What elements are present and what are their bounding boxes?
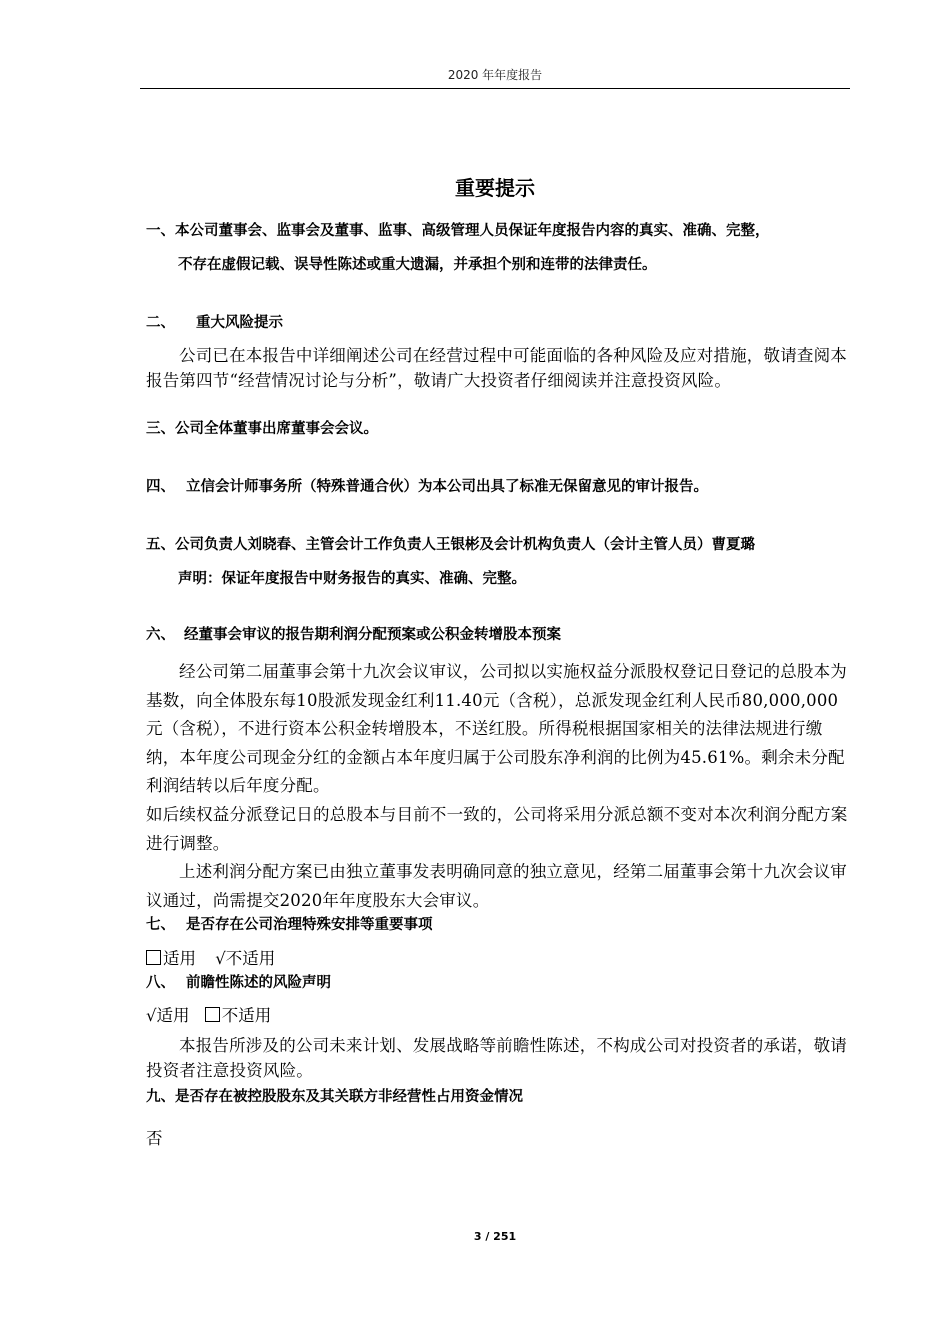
section-9-text: 九、是否存在被控股股东及其关联方非经营性占用资金情况: [146, 1089, 523, 1105]
unchecked-box-icon: [205, 1007, 220, 1022]
header-rule: [140, 88, 850, 89]
section-1-line-2: 不存在虚假记载、误导性陈述或重大遗漏，并承担个别和连带的法律责任。: [178, 257, 657, 273]
section-2-title: 重大风险提示: [196, 315, 283, 331]
page-number: 3 / 251: [473, 1230, 517, 1243]
section-6-number: 六、: [146, 627, 175, 643]
section-8-option-applicable: 适用: [156, 1006, 190, 1025]
section-5-line-1: 五、公司负责人刘晓春、主管会计工作负责人王银彬及会计机构负责人（会计主管人员）曹夏璐: [146, 537, 755, 553]
check-mark-icon: √: [215, 949, 226, 968]
section-7-heading: [146, 908, 850, 942]
page-title: 重要提示: [455, 176, 535, 200]
section-6-heading: [146, 618, 850, 652]
section-6-paragraph-2: 如后续权益分派登记日的总股本与目前不一致的，公司将采用分派总额不变对本次利润分配方案进行调整。: [146, 805, 848, 853]
section-8-number: 八、: [146, 975, 175, 991]
section-2-number: 二、: [146, 315, 175, 331]
page-header: 2020 年年度报告: [447, 68, 543, 82]
check-mark-icon: √: [146, 1006, 157, 1025]
unchecked-box-icon: [146, 950, 161, 965]
section-7-number: 七、: [146, 917, 175, 933]
section-4-number: 四、: [146, 479, 175, 495]
section-6-paragraph-1: 经公司第二届董事会第十九次会议审议，公司拟以实施权益分派股权登记日登记的总股本为基数，向全体股东每10股派发现金红利11.40元（含税），总派发现金红利人民币80,000,000元（含税），不进行资本公积金转增股本，不送红股。所得税根据国家相关的法律法规进行缴纳，本年度公司现金分红的金额占本年度归属于公司股东净利润的比例为45.61%。剩余未分配利润结转以后年度分配。: [146, 662, 847, 795]
section-7-option-not-applicable: 不适用: [225, 949, 276, 968]
section-8-option-not-applicable: 不适用: [221, 1006, 272, 1025]
section-4-text: 立信会计师事务所（特殊普通合伙）为本公司出具了标准无保留意见的审计报告。: [186, 479, 708, 495]
section-1-line-1: 一、本公司董事会、监事会及董事、监事、高级管理人员保证年度报告内容的真实、准确、完整，: [146, 223, 770, 239]
section-6-paragraph-3: 上述利润分配方案已由独立董事发表明确同意的独立意见，经第二届董事会第十九次会议审议通过，尚需提交2020年年度股东大会审议。: [146, 862, 847, 910]
section-6-title: 经董事会审议的报告期利润分配预案或公积金转增股本预案: [184, 627, 561, 643]
section-3-text: 三、公司全体董事出席董事会会议。: [146, 421, 378, 437]
section-8-heading: [146, 966, 850, 1000]
section-8-options: [146, 1004, 850, 1028]
section-2-body: 公司已在本报告中详细阐述公司在经营过程中可能面临的各种风险及应对措施，敬请查阅本报告第四节“经营情况讨论与分析”，敬请广大投资者仔细阅读并注意投资风险。: [146, 346, 847, 390]
section-2-heading: [146, 306, 850, 340]
section-7-option-applicable: 适用: [163, 949, 196, 968]
section-5-line-2: 声明：保证年度报告中财务报告的真实、准确、完整。: [178, 571, 526, 587]
section-4-heading: [146, 470, 850, 504]
section-9-answer: 否: [146, 1129, 163, 1148]
section-8-body: 本报告所涉及的公司未来计划、发展战略等前瞻性陈述，不构成公司对投资者的承诺，敬请投资者注意投资风险。: [146, 1036, 847, 1080]
section-7-title: 是否存在公司治理特殊安排等重要事项: [186, 917, 433, 933]
section-8-title: 前瞻性陈述的风险声明: [186, 975, 331, 991]
